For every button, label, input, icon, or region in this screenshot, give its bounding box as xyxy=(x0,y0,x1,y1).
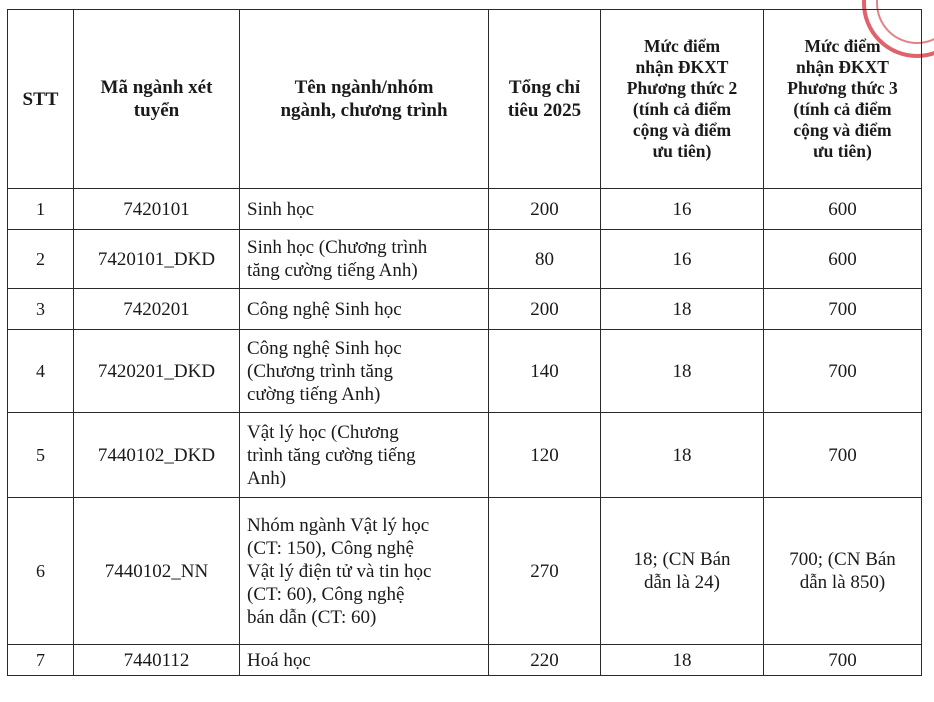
cell-major-name: Sinh học (Chương trình tăng cường tiếng Anh) xyxy=(240,230,489,289)
cell-stt: 6 xyxy=(8,498,74,645)
cell-major-name: Công nghệ Sinh học (Chương trình tăng cường tiếng Anh) xyxy=(240,330,489,413)
cell-stt: 3 xyxy=(8,289,74,330)
cell-major-name: Sinh học xyxy=(240,189,489,230)
cell-total-quota: 270 xyxy=(489,498,601,645)
table-row xyxy=(8,645,922,676)
cell-method-3-score: 700 xyxy=(764,645,922,676)
cell-method-3-score: 700 xyxy=(764,289,922,330)
cell-total-quota: 220 xyxy=(489,645,601,676)
table-row xyxy=(8,289,922,330)
cell-method-2-score: 18; (CN Bán dẫn là 24) xyxy=(601,498,764,645)
header-method-2-score: Mức điểm nhận ĐKXT Phương thức 2 (tính cả điểm cộng và điểm ưu tiên) xyxy=(601,10,764,189)
cell-stt: 5 xyxy=(8,413,74,498)
cell-method-3-score: 700; (CN Bán dẫn là 850) xyxy=(764,498,922,645)
cell-total-quota: 120 xyxy=(489,413,601,498)
cell-method-2-score: 16 xyxy=(601,230,764,289)
table-header-row xyxy=(8,10,922,189)
table-row xyxy=(8,230,922,289)
cell-method-3-score: 600 xyxy=(764,230,922,289)
cell-total-quota: 200 xyxy=(489,289,601,330)
cell-major-code: 7420101 xyxy=(74,189,240,230)
cell-major-code: 7420201 xyxy=(74,289,240,330)
cell-total-quota: 80 xyxy=(489,230,601,289)
header-total-quota: Tổng chỉ tiêu 2025 xyxy=(489,10,601,189)
header-major-code: Mã ngành xét tuyển xyxy=(74,10,240,189)
cell-method-3-score: 600 xyxy=(764,189,922,230)
table-row xyxy=(8,498,922,645)
cell-major-code: 7440102_NN xyxy=(74,498,240,645)
table-row xyxy=(8,189,922,230)
cell-method-2-score: 16 xyxy=(601,189,764,230)
cell-major-code: 7440102_DKD xyxy=(74,413,240,498)
cell-method-2-score: 18 xyxy=(601,645,764,676)
cell-total-quota: 200 xyxy=(489,189,601,230)
header-major-name: Tên ngành/nhóm ngành, chương trình xyxy=(240,10,489,189)
cell-stt: 7 xyxy=(8,645,74,676)
cell-method-3-score: 700 xyxy=(764,330,922,413)
cell-method-2-score: 18 xyxy=(601,330,764,413)
cell-major-name: Công nghệ Sinh học xyxy=(240,289,489,330)
cell-major-code: 7420201_DKD xyxy=(74,330,240,413)
cell-major-name: Hoá học xyxy=(240,645,489,676)
cell-major-code: 7440112 xyxy=(74,645,240,676)
cell-method-2-score: 18 xyxy=(601,413,764,498)
cell-total-quota: 140 xyxy=(489,330,601,413)
cell-method-3-score: 700 xyxy=(764,413,922,498)
cell-major-name: Nhóm ngành Vật lý học (CT: 150), Công nghệ Vật lý điện tử và tin học (CT: 60), Công nghệ bán dẫn (CT: 60) xyxy=(240,498,489,645)
header-stt: STT xyxy=(8,10,74,189)
cell-stt: 2 xyxy=(8,230,74,289)
cell-stt: 1 xyxy=(8,189,74,230)
cell-major-code: 7420101_DKD xyxy=(74,230,240,289)
cell-major-name: Vật lý học (Chương trình tăng cường tiếng Anh) xyxy=(240,413,489,498)
cell-method-2-score: 18 xyxy=(601,289,764,330)
cell-stt: 4 xyxy=(8,330,74,413)
table-row xyxy=(8,330,922,413)
table-row xyxy=(8,413,922,498)
admission-score-table xyxy=(7,9,922,676)
header-method-3-score: Mức điểm nhận ĐKXT Phương thức 3 (tính cả điểm cộng và điểm ưu tiên) xyxy=(764,10,922,189)
